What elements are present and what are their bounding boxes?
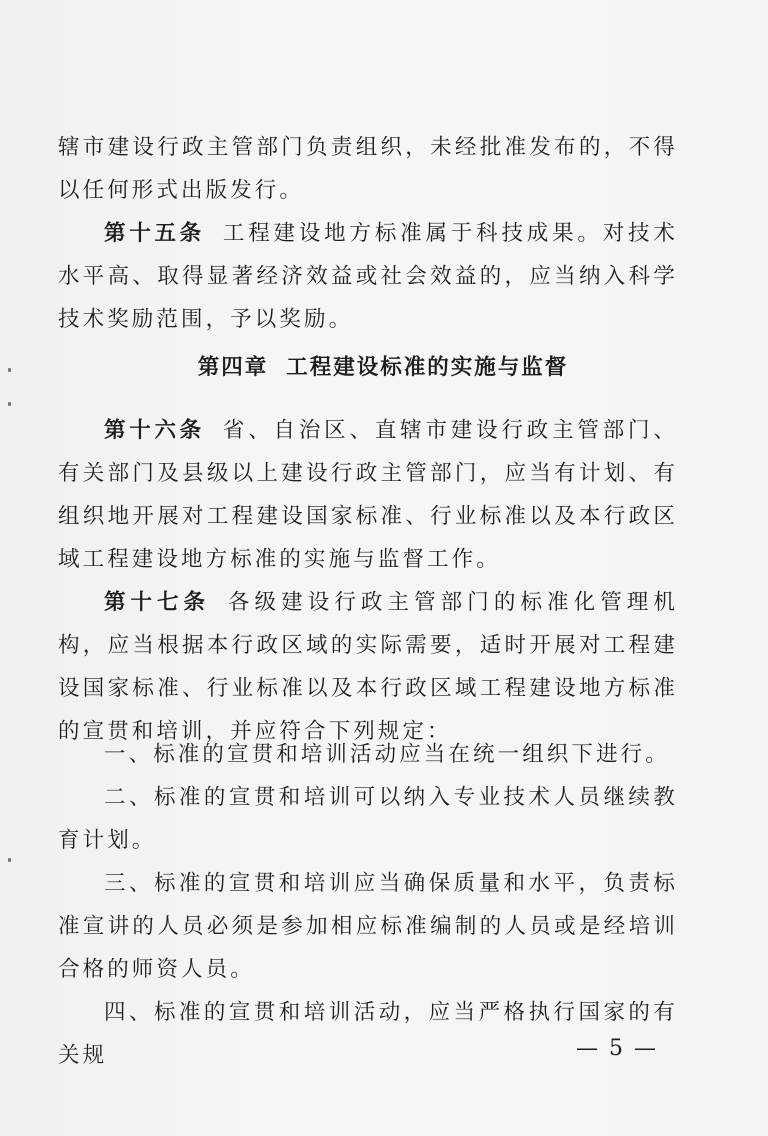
list-item: 四、标准的宣贯和培训活动，应当严格执行国家的有关规 (58, 1000, 678, 1068)
scan-mark (8, 368, 11, 372)
chapter-number: 第四章 (197, 355, 269, 380)
article-17-title: 第十七条 (104, 590, 210, 615)
article-17-text: 各级建设行政主管部门的标准化管理机构，应当根据本行政区域的实际需要，适时开展对工程建设国家标准、行业标准以及本行政区域工程建设地方标准的宣贯和培训，并应符合下列规定： (58, 590, 678, 744)
page-number: — 5 — (576, 1036, 658, 1061)
chapter-heading (58, 346, 708, 389)
list-item: 三、标准的宣贯和培训应当确保质量和水平，负责标准宣讲的人员必须是参加相应标准编制的人员或是经培训合格的师资人员。 (58, 871, 678, 982)
article-16-text: 省、自治区、直辖市建设行政主管部门、有关部门及县级以上建设行政主管部门，应当有计划、有组织地开展对工程建设国家标准、行业标准以及本行政区域工程建设地方标准的实施与监督工作。 (58, 418, 678, 572)
article-17-paragraph (58, 581, 678, 753)
chapter-title: 工程建设标准的实施与监督 (286, 355, 569, 380)
article-16-paragraph (58, 409, 678, 581)
article-15-paragraph (58, 212, 678, 341)
continuation-paragraph: 辖市建设行政主管部门负责组织，未经批准发布的，不得以任何形式出版发行。 (58, 135, 678, 203)
scan-mark (8, 858, 11, 862)
scan-mark (8, 402, 11, 406)
list-item: 二、标准的宣贯和培训可以纳入专业技术人员继续教育计划。 (58, 785, 678, 853)
article-15-title: 第十五条 (104, 221, 205, 246)
list-item: 一、标准的宣贯和培训活动应当在统一组织下进行。 (104, 742, 670, 767)
article-16-title: 第十六条 (104, 418, 205, 443)
article-15-text: 工程建设地方标准属于科技成果。对技术水平高、取得显著经济效益或社会效益的，应当纳入科学技术奖励范围，予以奖励。 (58, 221, 678, 332)
